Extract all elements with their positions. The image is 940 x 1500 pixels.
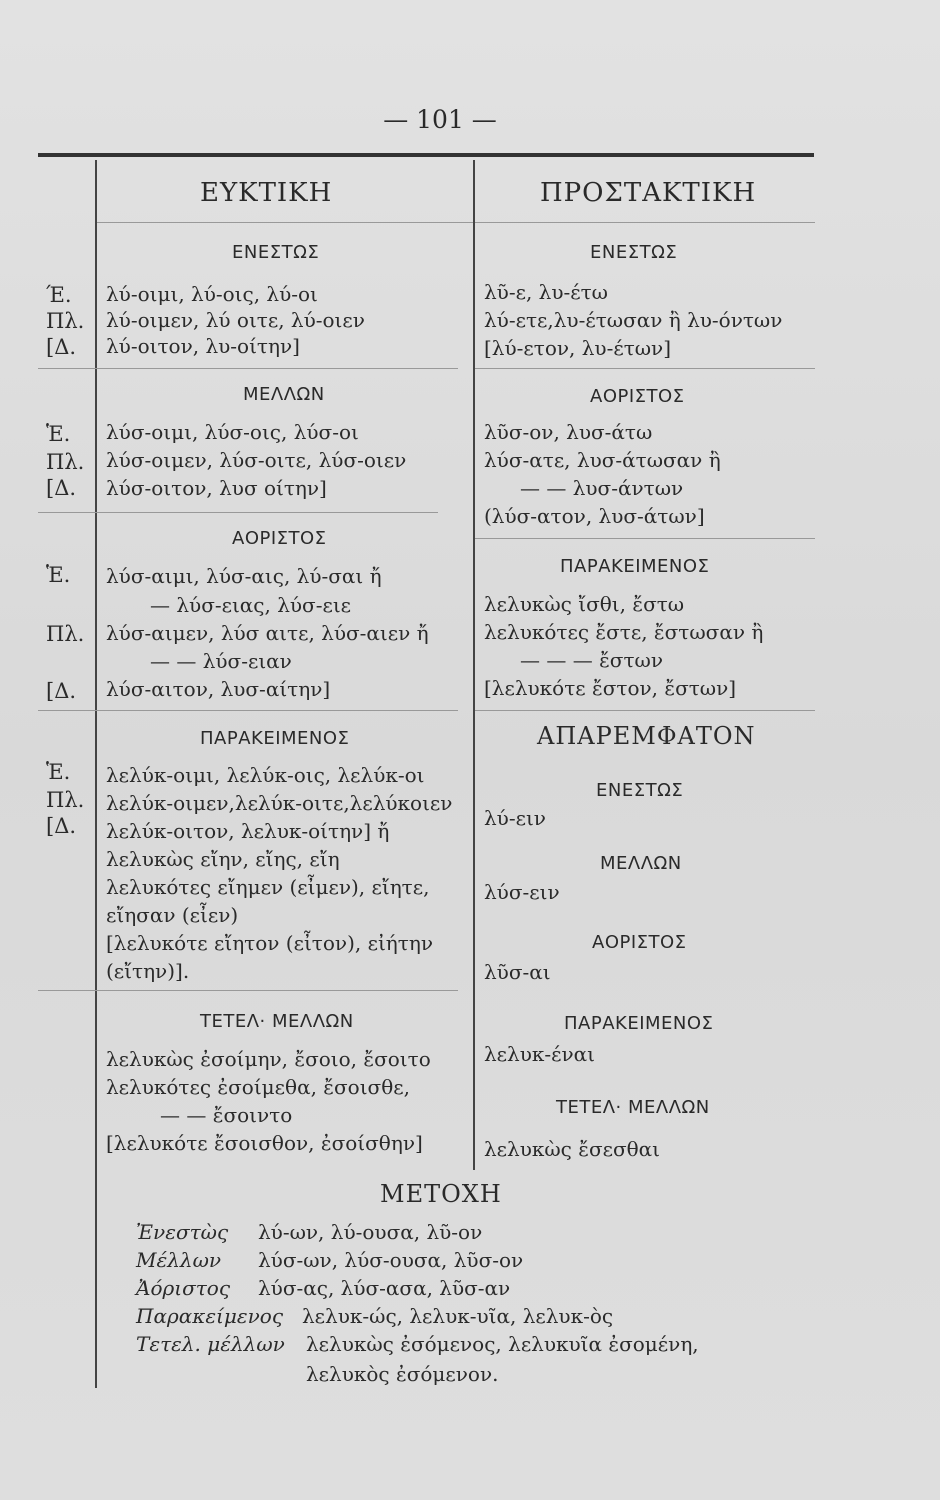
- optative-parakeimenos-heading: ΠΑΡΑΚΕΙΜΕΝΟΣ: [200, 728, 350, 749]
- optative-enestos-line: λύ-οιτον, λυ-οίτην]: [106, 334, 300, 358]
- marker-plural: Πλ.: [46, 788, 85, 812]
- imperative-enestos-heading: ΕΝΕΣΤΩΣ: [590, 242, 678, 263]
- optative-tetel-mellon-line: — — ἔσοιντο: [160, 1103, 293, 1127]
- divider: [475, 710, 815, 711]
- participle-continuation: λελυκὸς ἐσόμενον.: [306, 1362, 499, 1386]
- infinitive-heading: ΤΕΤΕΛ· ΜΕΛΛΩΝ: [556, 1097, 710, 1118]
- participle-label: Ἐνεστὼς: [136, 1220, 229, 1244]
- optative-aoristos-line: λύσ-αιτον, λυσ-αίτην]: [106, 677, 331, 701]
- imperative-title: ΠΡΟΣΤΑΚΤΙΚΗ: [540, 178, 757, 208]
- marker-singular: Ἑ.: [46, 563, 71, 587]
- optative-aoristos-heading: ΑΟΡΙΣΤΟΣ: [232, 528, 327, 549]
- imperative-parakeimenos-line: λελυκότες ἔστε, ἔστωσαν ἢ: [484, 620, 764, 644]
- participle-forms: λύ-ων, λύ-ουσα, λῦ-ον: [258, 1220, 483, 1244]
- optative-parakeimenos-line: [λελυκότε εἴητον (εἶτον), εἰήτην: [106, 931, 433, 955]
- optative-tetel-mellon-heading: ΤΕΤΕΛ· ΜΕΛΛΩΝ: [200, 1011, 354, 1032]
- marker-plural: Πλ.: [46, 450, 85, 474]
- divider: [38, 710, 458, 711]
- imperative-parakeimenos-line: — — — ἔστων: [520, 648, 663, 672]
- infinitive-form: λελυκ-έναι: [484, 1042, 595, 1066]
- infinitive-heading: ΠΑΡΑΚΕΙΜΕΝΟΣ: [564, 1013, 714, 1034]
- participle-label: Τετελ. μέλλων: [136, 1332, 285, 1356]
- optative-aoristos-line: λύσ-αιμεν, λύσ αιτε, λύσ-αιεν ἤ: [106, 621, 429, 645]
- optative-parakeimenos-line: λελύκ-οιτον, λελυκ-οίτην] ἤ: [106, 819, 390, 843]
- infinitive-heading: ΑΟΡΙΣΤΟΣ: [592, 932, 687, 953]
- participle-forms: λύσ-ων, λύσ-ουσα, λῦσ-ον: [258, 1248, 524, 1272]
- marker-singular: Έ.: [46, 283, 72, 307]
- marker-dual: [Δ.: [46, 679, 77, 703]
- left-column-rule: [95, 160, 97, 1388]
- optative-aoristos-line: — — λύσ-ειαν: [150, 649, 292, 673]
- optative-mellon-line: λύσ-οιμεν, λύσ-οιτε, λύσ-οιεν: [106, 448, 407, 472]
- infinitive-title: ΑΠΑΡΕΜΦΑΤΟΝ: [537, 722, 756, 750]
- divider: [475, 222, 815, 223]
- optative-mellon-line: λύσ-οιτον, λυσ οίτην]: [106, 476, 327, 500]
- optative-enestos-heading: ΕΝΕΣΤΩΣ: [232, 242, 320, 263]
- optative-parakeimenos-line: εἴησαν (εἶεν): [106, 903, 239, 927]
- divider: [97, 222, 473, 223]
- optative-parakeimenos-line: λελύκ-οιμεν,λελύκ-οιτε,λελύκοιεν: [106, 791, 453, 815]
- top-rule: [38, 153, 814, 157]
- imperative-parakeimenos-line: [λελυκότε ἔστον, ἔστων]: [484, 676, 737, 700]
- imperative-aoristos-line: λῦσ-ον, λυσ-άτω: [484, 420, 653, 444]
- participle-forms: λελυκὼς ἐσόμενος, λελυκυῖα ἐσομένη,: [306, 1332, 699, 1356]
- infinitive-heading: ΜΕΛΛΩΝ: [600, 853, 682, 874]
- imperative-parakeimenos-heading: ΠΑΡΑΚΕΙΜΕΝΟΣ: [560, 556, 710, 577]
- optative-parakeimenos-line: λελυκὼς εἴην, εἴης, εἴη: [106, 847, 340, 871]
- participle-title: ΜΕΤΟΧΗ: [380, 1180, 502, 1208]
- infinitive-form: λελυκὼς ἔσεσθαι: [484, 1137, 661, 1161]
- imperative-aoristos-line: λύσ-ατε, λυσ-άτωσαν ἢ: [484, 448, 721, 472]
- optative-tetel-mellon-line: [λελυκότε ἔσοισθον, ἐσοίσθην]: [106, 1131, 423, 1155]
- divider: [38, 990, 458, 991]
- optative-mellon-line: λύσ-οιμι, λύσ-οις, λύσ-οι: [106, 420, 359, 444]
- optative-parakeimenos-line: λελυκότες εἴημεν (εἶμεν), εἴητε,: [106, 875, 430, 899]
- infinitive-heading: ΕΝΕΣΤΩΣ: [596, 780, 684, 801]
- infinitive-form: λύσ-ειν: [484, 880, 560, 904]
- imperative-enestos-line: λῦ-ε, λυ-έτω: [484, 280, 608, 304]
- imperative-enestos-line: [λύ-ετον, λυ-έτων]: [484, 336, 672, 360]
- marker-plural: Πλ.: [46, 622, 85, 646]
- imperative-parakeimenos-line: λελυκὼς ἴσθι, ἔστω: [484, 592, 685, 616]
- optative-aoristos-line: λύσ-αιμι, λύσ-αις, λύ-σαι ἤ: [106, 564, 382, 588]
- participle-label: Παρακείμενος: [136, 1304, 284, 1328]
- divider: [475, 538, 815, 539]
- optative-enestos-line: λύ-οιμεν, λύ οιτε, λύ-οιεν: [106, 308, 365, 332]
- optative-tetel-mellon-line: λελυκότες ἐσοίμεθα, ἔσοισθε,: [106, 1075, 410, 1099]
- participle-label: Ἀόριστος: [136, 1276, 231, 1300]
- marker-plural: Πλ.: [46, 309, 85, 333]
- infinitive-form: λύ-ειν: [484, 806, 546, 830]
- participle-forms: λελυκ-ώς, λελυκ-υῖα, λελυκ-ὸς: [302, 1304, 614, 1328]
- page-number: — 101 —: [383, 105, 497, 134]
- participle-forms: λύσ-ας, λύσ-ασα, λῦσ-αν: [258, 1276, 511, 1300]
- marker-dual: [Δ.: [46, 335, 77, 359]
- imperative-aoristos-line: (λύσ-ατον, λυσ-άτων]: [484, 504, 705, 528]
- imperative-enestos-line: λύ-ετε,λυ-έτωσαν ἢ λυ-όντων: [484, 308, 783, 332]
- optative-aoristos-line: — λύσ-ειας, λύσ-ειε: [150, 593, 352, 617]
- divider: [475, 368, 815, 369]
- infinitive-form: λῦσ-αι: [484, 960, 551, 984]
- middle-column-rule: [473, 160, 475, 1170]
- marker-singular: Ἑ.: [46, 422, 71, 446]
- marker-dual: [Δ.: [46, 814, 77, 838]
- optative-parakeimenos-line: (εἴτην)].: [106, 959, 190, 983]
- participle-label: Μέλλων: [136, 1248, 222, 1272]
- imperative-aoristos-line: — — λυσ-άντων: [520, 476, 684, 500]
- marker-singular: Ἑ.: [46, 760, 71, 784]
- optative-mellon-heading: ΜΕΛΛΩΝ: [243, 384, 325, 405]
- divider: [38, 368, 458, 369]
- optative-tetel-mellon-line: λελυκὼς ἐσοίμην, ἔσοιο, ἔσοιτο: [106, 1047, 431, 1071]
- optative-enestos-line: λύ-οιμι, λύ-οις, λύ-οι: [106, 282, 318, 306]
- marker-dual: [Δ.: [46, 476, 77, 500]
- optative-title: ΕΥΚΤΙΚΗ: [200, 178, 333, 208]
- divider: [38, 512, 438, 513]
- imperative-aoristos-heading: ΑΟΡΙΣΤΟΣ: [590, 386, 685, 407]
- optative-parakeimenos-line: λελύκ-οιμι, λελύκ-οις, λελύκ-οι: [106, 763, 425, 787]
